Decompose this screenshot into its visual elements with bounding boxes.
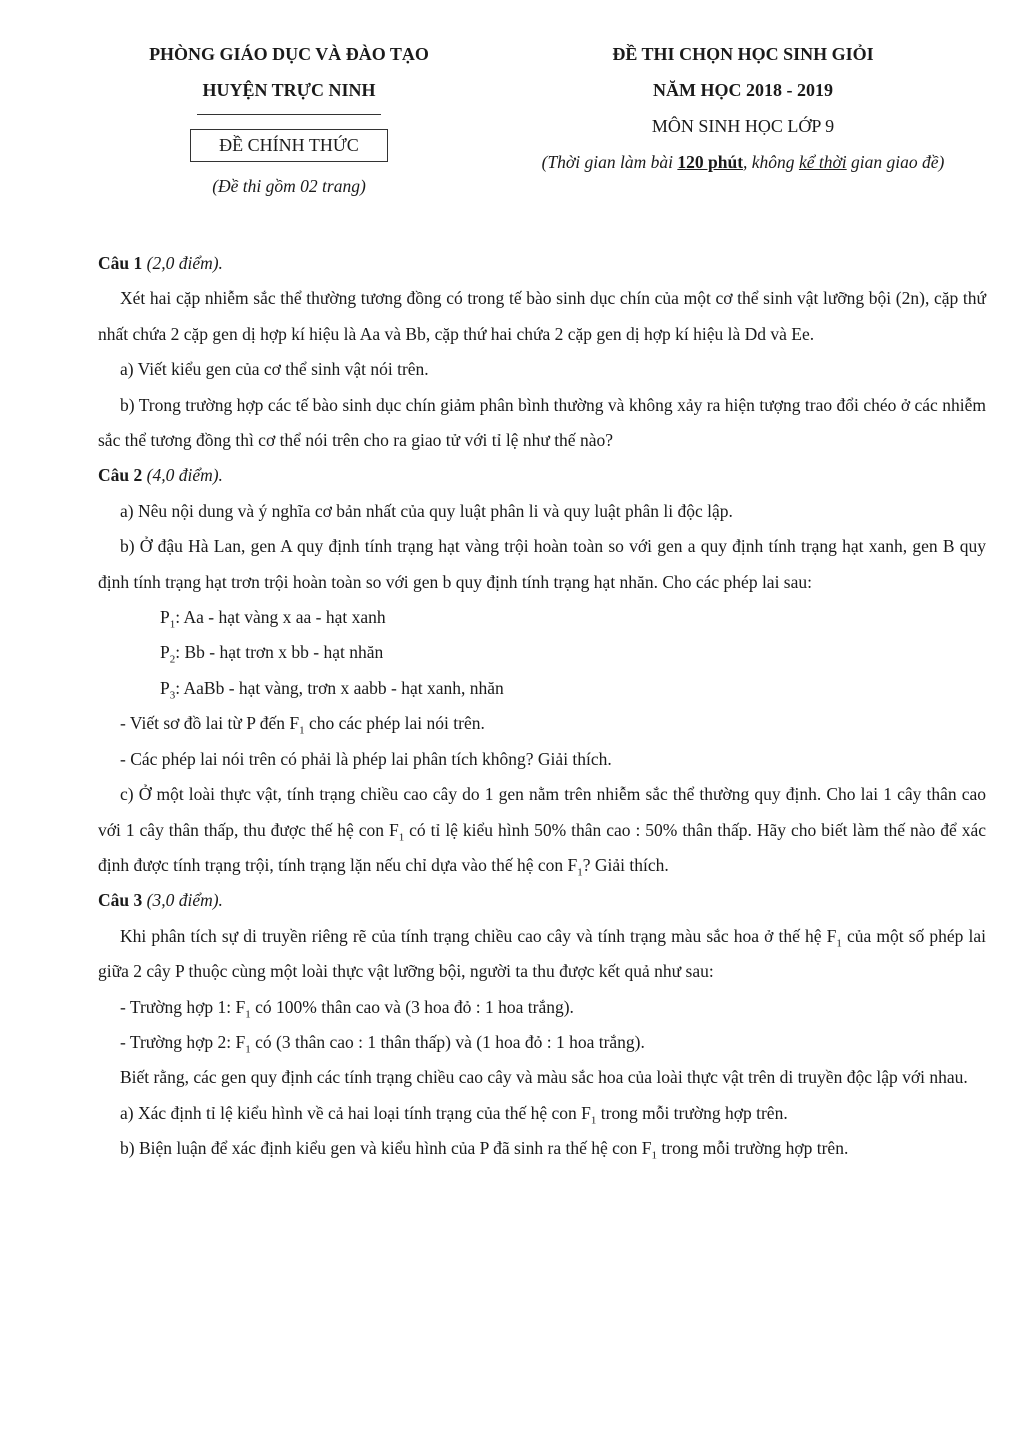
question-3-case-1: - Trường hợp 1: $F_1$ có 100% thân cao và (3 hoa đỏ : 1 hoa trắng). (120, 996, 574, 1021)
question-3-case-2: - Trường hợp 2: $F_1$ có (3 thân cao : 1 thân thấp) và (1 hoa đỏ : 1 hoa trắng). (120, 1031, 645, 1056)
question-2-part-c: c) Ở một loài thực vật, tính trạng chiều cao cây do 1 gen nằm trên nhiễm sắc thể thường quy định. Cho lai 1 cây thân cao với 1 cây thân thấp, thu được thế hệ con $F_1$ có tỉ lệ kiểu hình 50% thân cao : 50% thân thấp. Hãy cho biết làm thế nào để xác định được tính trạng trội, tính trạng lặn nếu chỉ dựa vào thế hệ con $F_1$? Giải thích. (98, 784, 986, 879)
question-3-title: Câu 3 (3,0 điểm). (98, 890, 223, 911)
question-3-part-b: b) Biện luận để xác định kiểu gen và kiểu hình của P đã sinh ra thế hệ con $F_1$ trong mỗi trường hợp trên. (120, 1138, 849, 1162)
question-1-part-b: b) Trong trường hợp các tế bào sinh dục chín giảm phân bình thường và không xảy ra hiện tượng trao đổi chéo ở các nhiễm sắc thể tương đồng thì cơ thể nói trên cho ra giao tử với tỉ lệ như thế nào? (98, 394, 986, 451)
exam-title: ĐỀ THI CHỌN HỌC SINH GIỎI (612, 44, 874, 64)
district-name: HUYỆN TRỰC NINH (202, 80, 376, 100)
question-2-task-2: - Các phép lai nói trên có phải là phép lai phân tích không? Giải thích. (120, 748, 612, 769)
question-1-text: Xét hai cặp nhiễm sắc thể thường tương đồng có trong tế bào sinh dục chín của một cơ thể sinh vật lưỡng bội (2n), cặp thứ nhất chứa 2 cặp gen dị hợp kí hiệu là Aa và Bb, cặp thứ hai chứa 2 cặp gen dị hợp kí hiệu là Dd và Ee. (98, 288, 986, 344)
question-2-part-a: a) Nêu nội dung và ý nghĩa cơ bản nhất của quy luật phân li và quy luật phân li độc lập. (120, 500, 733, 521)
department-name: PHÒNG GIÁO DỤC VÀ ĐÀO TẠO (149, 44, 429, 64)
question-2-part-b: b) Ở đậu Hà Lan, gen A quy định tính trạng hạt vàng trội hoàn toàn so với gen a quy định tính trạng hạt xanh, gen B quy định tính trạng hạt trơn trội hoàn toàn so với gen b quy định tính trạng hạt nhăn. Cho các phép lai sau: (98, 536, 986, 592)
cross-p2: $P_2$: Bb - hạt trơn x bb - hạt nhăn (160, 642, 384, 666)
header-left (100, 36, 478, 197)
question-2-title: Câu 2 (4,0 điểm). (98, 465, 223, 486)
exam-body (98, 246, 986, 1167)
question-3-note: Biết rằng, các gen quy định các tính trạng chiều cao cây và màu sắc hoa của loài thực vật trên di truyền độc lập với nhau. (120, 1067, 968, 1088)
cross-p3: $P_3$: AaBb - hạt vàng, trơn x aabb - hạt xanh, nhăn (160, 677, 504, 702)
question-1-title: Câu 1 (2,0 điểm). (98, 253, 223, 273)
cross-p1: $P_1$: Aa - hạt vàng x aa - hạt xanh (160, 607, 386, 631)
page-count-note: (Đề thi gồm 02 trang) (212, 176, 366, 196)
question-3-part-a: a) Xác định tỉ lệ kiểu hình về cả hai loại tính trạng của thế hệ con $F_1$ trong mỗi trường hợp trên. (120, 1102, 788, 1127)
question-2-task-1: - Viết sơ đồ lai từ P đến $F_1$ cho các phép lai nói trên. (120, 713, 485, 737)
question-1-part-a: a) Viết kiểu gen của cơ thể sinh vật nói trên. (120, 359, 429, 380)
official-stamp-box: ĐỀ CHÍNH THỨC (190, 129, 388, 162)
subject: MÔN SINH HỌC LỚP 9 (651, 116, 835, 136)
header-divider (197, 114, 381, 115)
header-right (500, 36, 986, 180)
question-3-text: Khi phân tích sự di truyền riêng rẽ của tính trạng chiều cao cây và tính trạng màu sắc hoa ở thế hệ $F_1$ của một số phép lai giữa 2 cây P thuộc cùng một loài thực vật lưỡng bội, người ta thu được kết quả như sau: (98, 925, 987, 982)
school-year: NĂM HỌC 2018 - 2019 (653, 80, 833, 100)
time-limit: (Thời gian làm bài 120 phút, không kể thời gian giao đề) (541, 152, 945, 172)
